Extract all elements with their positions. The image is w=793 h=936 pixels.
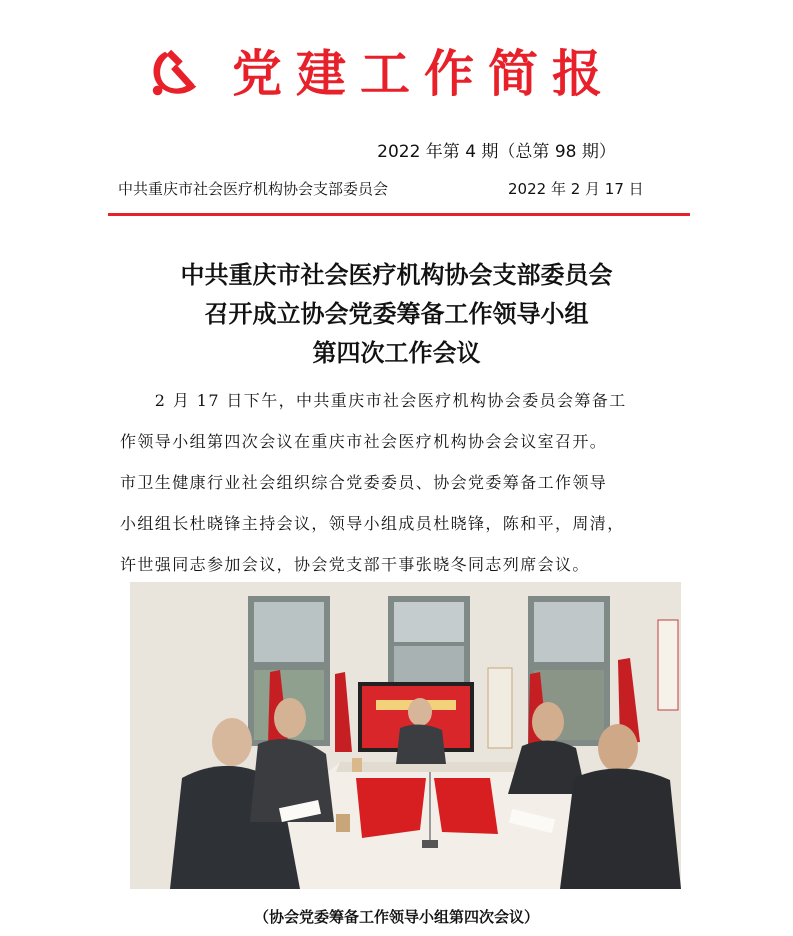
headline-line: 中共重庆市社会医疗机构协会支部委员会 [180, 261, 613, 289]
body-line: 小组组长杜晓锋主持会议，领导小组成员杜晓锋，陈和平，周清， [120, 514, 625, 533]
publish-date: 2022 年 2 月 17 日 [508, 180, 644, 198]
bulletin-title: 党建工作简报 [232, 45, 616, 103]
meeting-photo-illustration [130, 582, 681, 889]
publisher-line [118, 178, 678, 199]
issue-number: 2022 年第 4 期（总第 98 期） [377, 142, 616, 162]
body-line: 许世强同志参加会议，协会党支部干事张晓冬同志列席会议。 [120, 555, 590, 574]
publisher-org: 中共重庆市社会医疗机构协会支部委员会 [118, 180, 389, 198]
headline-line: 召开成立协会党委筹备工作领导小组 [204, 300, 589, 328]
headline-line: 第四次工作会议 [312, 339, 481, 367]
hammer-sickle-icon [146, 44, 204, 102]
header-divider [108, 213, 690, 216]
masthead [0, 30, 793, 114]
photo-caption: （协会党委筹备工作领导小组第四次会议） [253, 908, 539, 926]
article-body [120, 380, 680, 585]
body-line: 2 月 17 日下午，中共重庆市社会医疗机构协会委员会筹备工 [120, 391, 627, 410]
body-line: 作领导小组第四次会议在重庆市社会医疗机构协会会议室召开。 [120, 432, 608, 451]
meeting-photo [130, 582, 681, 889]
body-line: 市卫生健康行业社会组织综合党委委员、协会党委筹备工作领导 [120, 473, 608, 492]
article-headline [0, 256, 793, 373]
